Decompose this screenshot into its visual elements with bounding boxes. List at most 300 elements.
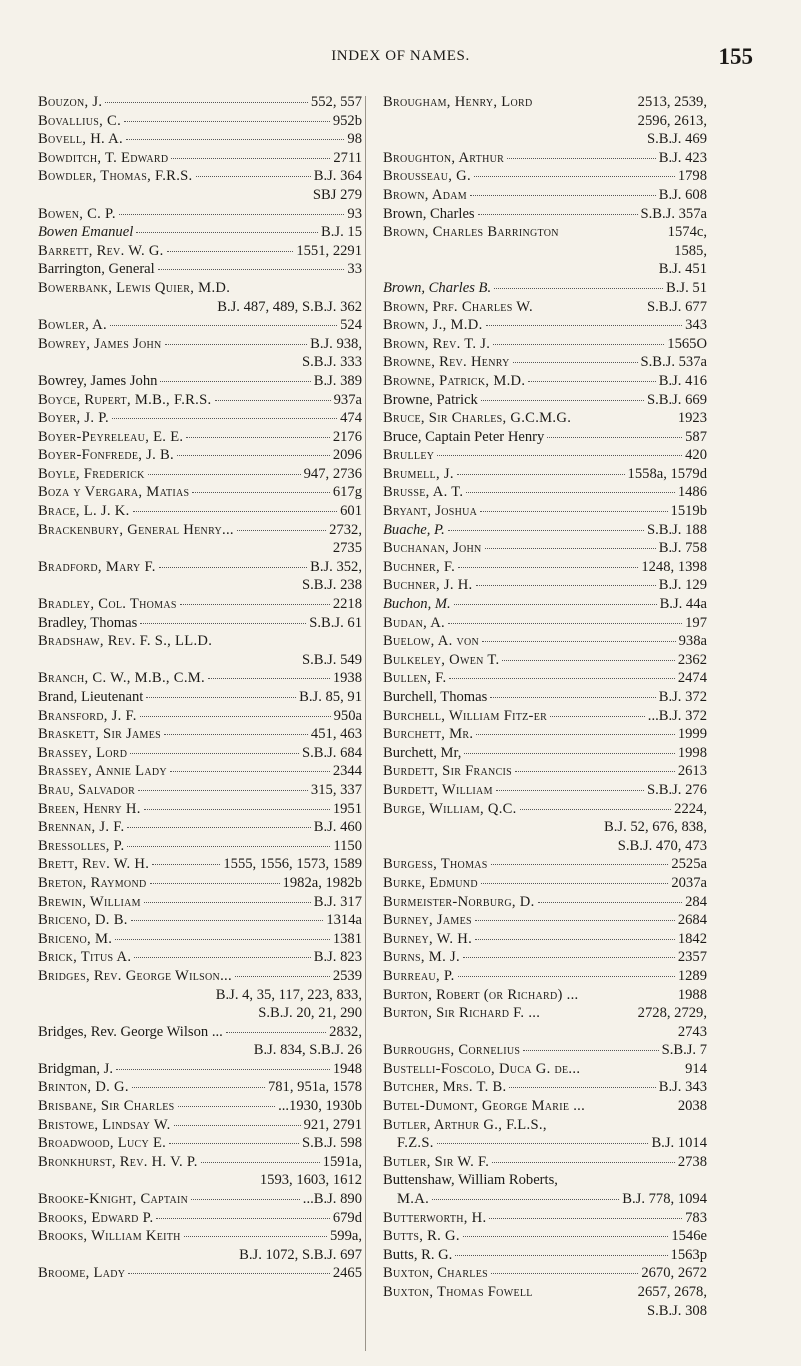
entry-name: Boza y Vergara, Matias [38, 484, 190, 501]
leader-dots [480, 511, 667, 512]
entry-refs: 2539 [332, 967, 362, 984]
entry-refs: S.B.J. 684 [301, 744, 362, 761]
index-entry [38, 391, 362, 410]
entry-refs: 2038 [677, 1098, 707, 1115]
entry-refs: 914 [685, 1060, 707, 1077]
entry-name: Brand, Lieutenant [38, 689, 144, 705]
index-entry [38, 614, 362, 633]
entry-refs: 1546e [671, 1228, 707, 1245]
leader-dots [130, 753, 299, 754]
leader-dots [481, 883, 668, 884]
entry-refs: 98 [347, 131, 362, 148]
entry-refs: B.J. 352, [310, 558, 362, 575]
entry-name: Barrett, Rev. W. G. [38, 242, 164, 259]
entry-name: Burmeister-Norburg, D. [383, 893, 535, 910]
leader-dots [186, 437, 329, 438]
leader-dots [481, 400, 644, 401]
leader-dots [478, 214, 638, 215]
index-entry [38, 167, 362, 204]
entry-line [383, 576, 707, 595]
index-entry [38, 595, 362, 614]
entry-refs: 343 [685, 317, 707, 334]
index-entry [383, 446, 707, 465]
index-entry [383, 1134, 707, 1153]
entry-line [383, 762, 707, 781]
entry-line [383, 391, 707, 410]
index-entry [38, 669, 362, 688]
entry-refs: 2711 [333, 149, 362, 166]
entry-name: Briceno, D. B. [38, 912, 128, 929]
entry-line [38, 1227, 362, 1246]
entry-line [38, 372, 362, 391]
entry-name: Brooke-Knight, Captain [38, 1191, 189, 1208]
entry-line [383, 539, 707, 558]
entry-line [383, 874, 707, 893]
index-entry [383, 1004, 707, 1041]
index-entry [38, 372, 362, 391]
entry-refs: 1558a, 1579d [627, 465, 707, 482]
entry-name: Bridges, Rev. George Wilson ... [38, 1023, 223, 1040]
entry-refs: S.B.J. 677 [646, 298, 707, 315]
index-entry [38, 1153, 362, 1190]
index-entry [383, 725, 707, 744]
leader-dots [491, 864, 669, 865]
leader-dots [119, 214, 345, 215]
entry-refs: 2357 [677, 949, 707, 966]
index-entry [38, 948, 362, 967]
index-entry [383, 744, 707, 763]
leader-dots [215, 400, 331, 401]
entry-line [38, 260, 362, 279]
leader-dots [454, 604, 657, 605]
index-entry [383, 391, 707, 410]
entry-line [383, 1264, 707, 1283]
entry-name: Butcher, Mrs. T. B. [383, 1079, 507, 1096]
entry-name: Brau, Salvador [38, 781, 136, 798]
leader-dots [475, 939, 675, 940]
entry-continuation: S.B.J. 469 [646, 131, 707, 148]
leader-dots [196, 176, 311, 177]
entry-line [38, 446, 362, 465]
entry-line [38, 688, 362, 707]
index-entry [383, 930, 707, 949]
entry-name: Boyce, Rupert, M.B., F.R.S. [38, 391, 212, 408]
leader-dots [178, 1106, 276, 1107]
index-entry [38, 446, 362, 465]
entry-refs: 938a [678, 633, 707, 650]
entry-name: Bransford, J. F. [38, 707, 137, 724]
entry-name: Burdett, William [383, 781, 493, 798]
index-entry [38, 502, 362, 521]
index-entry [383, 986, 707, 1005]
entry-name: Brusse, A. T. [383, 484, 464, 501]
leader-dots [466, 492, 675, 493]
index-entry [383, 465, 707, 484]
leader-dots [140, 716, 331, 717]
entry-line [383, 986, 707, 1005]
entry-refs: B.J. 608 [658, 186, 707, 203]
entry-refs: 1798 [677, 168, 707, 185]
entry-name: Butler, Arthur G., F.L.S., [383, 1116, 547, 1133]
index-entry [38, 632, 362, 669]
leader-dots [476, 734, 674, 735]
entry-name: Briceno, M. [38, 930, 113, 947]
leader-dots [167, 251, 294, 252]
leader-dots [184, 1236, 327, 1237]
entry-name: Brooks, William Keith [38, 1228, 181, 1245]
entry-name: Budan, A. [383, 614, 445, 631]
index-entry [383, 614, 707, 633]
entry-line [383, 279, 707, 298]
entry-name: Bowerbank, Lewis Quier, M.D. [38, 279, 231, 296]
index-entry [38, 911, 362, 930]
entry-refs: 2474 [677, 670, 707, 687]
entry-name: Brace, L. J. K. [38, 503, 130, 520]
index-entry [38, 707, 362, 726]
entry-refs: B.J. 372 [658, 689, 707, 705]
entry-refs: S.B.J. 7 [661, 1042, 707, 1059]
entry-name: Brett, Rev. W. H. [38, 856, 150, 873]
entry-name: Burney, James [383, 912, 472, 929]
index-entry [383, 1227, 707, 1246]
index-entry [38, 483, 362, 502]
entry-refs: B.J. 778, 1094 [622, 1191, 707, 1208]
entry-continuation: B.J. 4, 35, 117, 223, 833, [215, 986, 362, 1003]
entry-name: Bovell, H. A. [38, 131, 123, 148]
entry-line [38, 1190, 362, 1209]
leader-dots [115, 939, 330, 940]
entry-refs: 2344 [332, 763, 362, 780]
index-entry [383, 707, 707, 726]
leader-dots [507, 158, 656, 159]
leader-dots [475, 920, 675, 921]
entry-name: Bradley, Thomas [38, 614, 138, 631]
right-column [383, 93, 707, 1320]
entry-refs: 937a [333, 391, 362, 408]
entry-line [38, 558, 362, 577]
entry-line [383, 1097, 707, 1116]
index-entry [38, 874, 362, 893]
entry-refs: B.J. 938, [310, 335, 362, 352]
entry-name: Bradley, Col. Thomas [38, 596, 177, 613]
index-entry [38, 1097, 362, 1116]
index-entry [38, 688, 362, 707]
entry-refs: B.J. 758 [658, 540, 707, 557]
index-entry [383, 911, 707, 930]
entry-line [38, 335, 362, 354]
leader-dots [171, 158, 330, 159]
entry-line [38, 855, 362, 874]
index-entry [38, 1264, 362, 1283]
index-entry [38, 316, 362, 335]
leader-dots [134, 957, 310, 958]
entry-refs: B.J. 85, 91 [299, 689, 362, 705]
entry-line [383, 1227, 707, 1246]
leader-dots [138, 790, 308, 791]
leader-dots [170, 771, 330, 772]
entry-name: Brown, Charles B. [383, 279, 492, 296]
entry-refs: 93 [347, 205, 362, 222]
entry-refs: 783 [685, 1209, 707, 1226]
index-entry [38, 335, 362, 372]
entry-refs: 284 [685, 893, 707, 910]
leader-dots [494, 288, 663, 289]
entry-refs: 2832, [329, 1023, 362, 1040]
entry-line [38, 1078, 362, 1097]
entry-line [383, 1283, 707, 1302]
leader-dots [144, 902, 311, 903]
entry-line [383, 595, 707, 614]
index-entry [38, 1116, 362, 1135]
entry-refs: 1999 [677, 726, 707, 743]
leader-dots [493, 344, 664, 345]
leader-dots [448, 623, 682, 624]
entry-line [383, 465, 707, 484]
leader-dots [160, 381, 310, 382]
leader-dots [126, 139, 344, 140]
entry-line [38, 632, 362, 651]
index-entry [38, 242, 362, 261]
entry-line [38, 149, 362, 168]
entry-name: Burton, Sir Richard F. ... [383, 1005, 541, 1022]
entry-refs: 1150 [333, 837, 362, 854]
running-head: INDEX OF NAMES. [331, 48, 470, 64]
entry-line [383, 781, 707, 800]
entry-name: Burton, Robert (or Richard) ... [383, 986, 579, 1003]
entry-name: Brumell, J. [383, 465, 454, 482]
leader-dots [463, 1236, 668, 1237]
entry-name: Brassey, Lord [38, 744, 128, 761]
entry-refs: 451, 463 [310, 726, 362, 743]
entry-continuation: S.B.J. 470, 473 [617, 837, 707, 854]
entry-name: Boyer, J. P. [38, 410, 109, 427]
entry-line [38, 1264, 362, 1283]
entry-refs: 950a [333, 707, 362, 724]
entry-refs: 2096 [332, 447, 362, 464]
leader-dots [474, 176, 675, 177]
entry-name: Bryant, Joshua [383, 503, 478, 520]
entry-line [383, 521, 707, 540]
leader-dots [124, 121, 330, 122]
entry-line [38, 521, 362, 540]
entry-name: Buxton, Thomas Fowell [383, 1284, 533, 1300]
entry-refs: 1551, 2291 [296, 242, 362, 259]
entry-refs: 2684 [677, 912, 707, 929]
entry-name: Burchell, Thomas [383, 689, 488, 705]
entry-line [38, 112, 362, 131]
entry-refs: S.B.J. 598 [301, 1135, 362, 1152]
entry-name: Burchett, Mr. [383, 726, 474, 743]
leader-dots [144, 809, 330, 810]
entry-line [383, 298, 707, 317]
index-entry [383, 409, 707, 428]
entry-refs: 2732, [329, 521, 362, 538]
leader-dots [112, 418, 337, 419]
entry-line [383, 1078, 707, 1097]
leader-dots [476, 585, 656, 586]
entry-name: Butts, R. G. [383, 1228, 460, 1245]
entry-line [38, 279, 362, 298]
entry-refs: 1563p [670, 1246, 707, 1263]
entry-name: Burchell, William Fitz-er [383, 707, 548, 724]
index-entry [38, 1209, 362, 1228]
index-entry [38, 1190, 362, 1209]
index-entry [38, 781, 362, 800]
entry-name: Buache, P. [383, 521, 445, 538]
leader-dots [490, 697, 655, 698]
entry-name: Bowler, A. [38, 317, 107, 334]
entry-continuation: S.B.J. 238 [301, 577, 362, 594]
entry-line [38, 483, 362, 502]
entry-name: Butel-Dumont, George Marie ... [383, 1098, 586, 1115]
entry-name: Bowdler, Thomas, F.R.S. [38, 168, 193, 185]
entry-line [383, 372, 707, 391]
entry-line [383, 558, 707, 577]
column-divider [365, 96, 366, 1351]
entry-refs: 2613 [677, 763, 707, 780]
entry-line [383, 205, 707, 224]
entry-line [38, 818, 362, 837]
leader-dots [148, 474, 301, 475]
entry-refs: ...B.J. 372 [647, 707, 707, 724]
entry-name: Brown, Rev. T. J. [383, 335, 491, 352]
entry-continuation: B.J. 451 [658, 261, 707, 278]
index-entry [383, 558, 707, 577]
entry-line [383, 1246, 707, 1265]
entry-refs: 2037a [671, 874, 707, 891]
index-entry [383, 1097, 707, 1116]
entry-refs: 315, 337 [310, 781, 362, 798]
entry-name: Burdett, Sir Francis [383, 763, 513, 780]
entry-refs: 1998 [677, 744, 707, 761]
entry-refs: B.J. 823 [313, 949, 362, 966]
entry-refs: 1948 [332, 1060, 362, 1077]
entry-line [383, 725, 707, 744]
entry-line [383, 1116, 707, 1135]
leader-dots [237, 530, 326, 531]
entry-line [38, 502, 362, 521]
index-entry [383, 632, 707, 651]
entry-name: Buchanan, John [383, 540, 482, 557]
index-entry [38, 1134, 362, 1153]
index-entry [383, 279, 707, 298]
index-entry [383, 1078, 707, 1097]
leader-dots [538, 902, 683, 903]
entry-refs: B.J. 364 [313, 168, 362, 185]
leader-dots [192, 492, 329, 493]
index-entry [38, 93, 362, 112]
entry-line [38, 130, 362, 149]
entry-line [38, 669, 362, 688]
entry-name: Bressolles, P. [38, 837, 125, 854]
index-entry [383, 967, 707, 986]
leader-dots [128, 1273, 329, 1274]
entry-line [38, 1153, 362, 1172]
entry-line [383, 1153, 707, 1172]
index-entry [383, 353, 707, 372]
leader-dots [150, 883, 280, 884]
index-entry [38, 818, 362, 837]
entry-name: Boyle, Frederick [38, 465, 145, 482]
entry-refs: 1381 [332, 930, 362, 947]
entry-name: M.A. [397, 1191, 430, 1208]
entry-refs: 1842 [677, 930, 707, 947]
index-entry [38, 800, 362, 819]
entry-refs: B.J. 423 [658, 149, 707, 166]
entry-name: Buchner, J. H. [383, 577, 473, 594]
index-entry [383, 372, 707, 391]
entry-name: Buelow, A. von [383, 633, 480, 650]
entry-name: Buchon, M. [383, 596, 451, 613]
entry-name: Burke, Edmund [383, 874, 478, 891]
index-entry [383, 1171, 707, 1190]
entry-name: Bronkhurst, Rev. H. V. P. [38, 1153, 198, 1170]
entry-refs: 679d [332, 1209, 362, 1226]
entry-line [38, 205, 362, 224]
page-number: 155 [718, 44, 753, 69]
index-entry [383, 521, 707, 540]
entry-refs: 2218 [332, 596, 362, 613]
entry-refs: 2728, 2729, [637, 1005, 707, 1022]
entry-refs: 947, 2736 [303, 465, 362, 482]
entry-name: Burroughs, Cornelius [383, 1042, 521, 1059]
entry-line [38, 223, 362, 242]
entry-line [383, 149, 707, 168]
entry-name: Broughton, Arthur [383, 149, 505, 166]
entry-name: F.Z.S. [397, 1135, 434, 1152]
entry-refs: 33 [347, 261, 362, 278]
entry-name: Boyer-Peyreleau, E. E. [38, 428, 184, 445]
leader-dots [523, 1050, 658, 1051]
index-entry [383, 595, 707, 614]
leader-dots [482, 641, 676, 642]
entry-line [383, 335, 707, 354]
entry-refs: 2465 [332, 1265, 362, 1282]
entry-name: Bradshaw, Rev. F. S., LL.D. [38, 633, 213, 650]
entry-line [383, 1004, 707, 1023]
entry-refs: 1982a, 1982b [282, 874, 362, 891]
index-entry [383, 502, 707, 521]
leader-dots [455, 1255, 667, 1256]
entry-name: Burge, William, Q.C. [383, 800, 517, 817]
index-entry [38, 893, 362, 912]
leader-dots [458, 567, 638, 568]
entry-refs: B.J. 416 [658, 372, 707, 389]
entry-line [383, 669, 707, 688]
entry-line [383, 688, 707, 707]
index-entry [38, 744, 362, 763]
entry-name: Barrington, General [38, 261, 155, 278]
page-header [0, 44, 801, 74]
leader-dots [146, 697, 296, 698]
entry-name: Boyer-Fonfrede, J. B. [38, 447, 175, 464]
index-entry [383, 316, 707, 335]
entry-line [38, 614, 362, 633]
index-entry [38, 967, 362, 1023]
entry-refs: 524 [340, 317, 362, 334]
index-entry [383, 483, 707, 502]
entry-refs: S.B.J. 61 [309, 614, 362, 631]
leader-dots [515, 771, 675, 772]
index-entry [38, 837, 362, 856]
entry-name: Brewin, William [38, 893, 141, 910]
leader-dots [528, 381, 655, 382]
entry-name: Brown, Adam [383, 186, 467, 203]
entry-name: Buchner, F. [383, 558, 456, 575]
entry-name: Brown, Prf. Charles W. [383, 298, 533, 315]
entry-refs: ...B.J. 890 [302, 1191, 362, 1208]
index-entry [383, 669, 707, 688]
